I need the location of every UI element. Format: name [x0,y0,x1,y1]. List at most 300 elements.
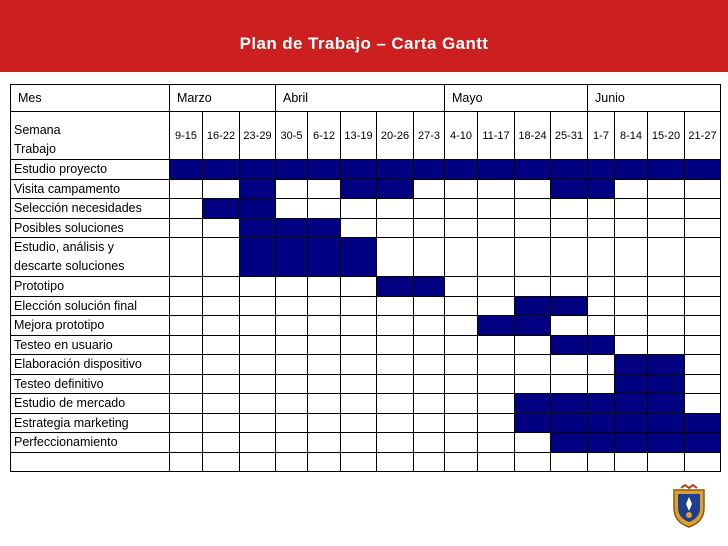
gantt-bar-cell [515,296,551,316]
university-seal-icon [668,484,710,528]
gantt-empty-cell [341,355,377,375]
gantt-empty-cell [478,433,515,453]
gantt-empty-cell [308,413,341,433]
task-row [11,296,721,316]
task-row [11,413,721,433]
gantt-bar-cell [240,160,276,180]
gantt-bar-cell [648,394,685,414]
gantt-empty-cell [445,218,478,238]
task-name: Perfeccionamiento [11,433,170,453]
gantt-bar-cell [445,160,478,180]
gantt-empty-cell [414,452,445,472]
gantt-empty-cell [515,218,551,238]
gantt-empty-cell [377,316,414,336]
month-junio: Junio [588,85,721,112]
task-row [11,277,721,297]
gantt-empty-cell [445,413,478,433]
gantt-bar-cell [588,433,615,453]
gantt-empty-cell [240,433,276,453]
gantt-bar-cell [276,160,308,180]
gantt-empty-cell [615,335,648,355]
gantt-empty-cell [478,218,515,238]
gantt-empty-cell [341,394,377,414]
gantt-empty-cell [478,413,515,433]
gantt-empty-cell [203,413,240,433]
gantt-empty-cell [341,218,377,238]
gantt-empty-cell [308,199,341,219]
gantt-empty-cell [515,238,551,277]
gantt-empty-cell [276,179,308,199]
task-row [11,335,721,355]
task-name: Testeo definitivo [11,374,170,394]
gantt-empty-cell [170,199,203,219]
gantt-bar-cell [240,199,276,219]
gantt-empty-cell [377,355,414,375]
gantt-empty-cell [377,238,414,277]
gantt-empty-cell [515,433,551,453]
gantt-empty-cell [276,374,308,394]
task-name: Elección solución final [11,296,170,316]
gantt-empty-cell [615,179,648,199]
gantt-bar-cell [685,433,721,453]
gantt-empty-cell [203,335,240,355]
gantt-empty-cell [478,277,515,297]
gantt-empty-cell [445,374,478,394]
gantt-bar-cell [648,355,685,375]
gantt-empty-cell [551,316,588,336]
month-mayo: Mayo [445,85,588,112]
gantt-empty-cell [414,238,445,277]
gantt-empty-cell [341,433,377,453]
gantt-empty-cell [170,218,203,238]
gantt-empty-cell [685,394,721,414]
gantt-bar-cell [615,413,648,433]
gantt-empty-cell [170,238,203,277]
gantt-bar-cell [551,433,588,453]
gantt-empty-cell [308,316,341,336]
gantt-empty-cell [377,218,414,238]
task-row [11,160,721,180]
week-cell: 16-22 [203,112,240,160]
week-cell: 20-26 [377,112,414,160]
task-row [11,179,721,199]
gantt-empty-cell [445,277,478,297]
gantt-empty-cell [377,335,414,355]
gantt-empty-cell [648,199,685,219]
gantt-empty-cell [478,335,515,355]
gantt-empty-cell [276,452,308,472]
gantt-empty-cell [203,218,240,238]
gantt-empty-cell [515,374,551,394]
gantt-empty-cell [276,355,308,375]
gantt-empty-cell [203,316,240,336]
task-name: Testeo en usuario [11,335,170,355]
gantt-bar-cell [685,413,721,433]
gantt-empty-cell [551,277,588,297]
task-row [11,433,721,453]
week-cell: 27-3 [414,112,445,160]
gantt-empty-cell [588,218,615,238]
gantt-empty-cell [445,335,478,355]
gantt-bar-cell [478,316,515,336]
gantt-empty-cell [588,452,615,472]
page-title: Plan de Trabajo – Carta Gantt [239,34,489,53]
gantt-empty-cell [588,199,615,219]
week-cell: 4-10 [445,112,478,160]
gantt-empty-cell [203,238,240,277]
gantt-empty-cell [170,374,203,394]
gantt-empty-cell [341,335,377,355]
gantt-empty-cell [685,296,721,316]
gantt-empty-cell [478,374,515,394]
month-marzo: Marzo [170,85,276,112]
task-name: Mejora prototipo [11,316,170,336]
gantt-empty-cell [478,394,515,414]
gantt-empty-cell [615,238,648,277]
title-banner [0,0,728,72]
task-name: Posibles soluciones [11,218,170,238]
gantt-bar-cell [648,160,685,180]
gantt-bar-cell [615,355,648,375]
task-name: Estrategia marketing [11,413,170,433]
gantt-empty-cell [170,433,203,453]
task-row [11,238,721,277]
gantt-empty-cell [515,452,551,472]
gantt-bar-cell [377,277,414,297]
gantt-bar-cell [588,179,615,199]
gantt-empty-cell [515,277,551,297]
gantt-empty-cell [203,452,240,472]
task-row [11,199,721,219]
week-cell: 23-29 [240,112,276,160]
gantt-empty-cell [240,335,276,355]
week-cell: 1-7 [588,112,615,160]
week-label-line1: Semana [14,123,61,137]
gantt-empty-cell [685,355,721,375]
gantt-empty-cell [341,374,377,394]
gantt-bar-cell [515,394,551,414]
gantt-bar-cell [515,316,551,336]
gantt-bar-cell [240,238,276,277]
gantt-empty-cell [308,433,341,453]
gantt-bar-cell [203,160,240,180]
gantt-empty-cell [685,238,721,277]
month-header-row [11,85,721,112]
gantt-empty-cell [615,296,648,316]
gantt-empty-cell [685,452,721,472]
gantt-empty-cell [615,277,648,297]
gantt-bar-cell [478,160,515,180]
gantt-table [10,84,721,472]
task-name: Estudio de mercado [11,394,170,414]
gantt-empty-cell [341,413,377,433]
gantt-empty-cell [170,394,203,414]
gantt-empty-cell [414,374,445,394]
week-cell: 8-14 [615,112,648,160]
gantt-empty-cell [615,452,648,472]
gantt-empty-cell [414,413,445,433]
gantt-bar-cell [648,413,685,433]
gantt-empty-cell [203,433,240,453]
gantt-empty-cell [445,199,478,219]
gantt-empty-cell [240,413,276,433]
gantt-empty-cell [170,179,203,199]
gantt-empty-cell [308,179,341,199]
gantt-bar-cell [377,179,414,199]
gantt-empty-cell [648,296,685,316]
gantt-empty-cell [414,218,445,238]
gantt-empty-cell [341,452,377,472]
task-name-line1: Estudio, análisis y [14,240,115,254]
gantt-empty-cell [414,199,445,219]
gantt-bar-cell [515,413,551,433]
gantt-empty-cell [203,374,240,394]
gantt-bar-cell [308,218,341,238]
week-cell: 18-24 [515,112,551,160]
gantt-bar-cell [551,335,588,355]
gantt-empty-cell [170,335,203,355]
month-label: Mes [11,85,170,112]
gantt-bar-cell [341,160,377,180]
gantt-bar-cell [648,433,685,453]
gantt-empty-cell [276,335,308,355]
gantt-empty-cell [276,413,308,433]
week-cell: 11-17 [478,112,515,160]
gantt-empty-cell [685,199,721,219]
gantt-empty-cell [308,335,341,355]
gantt-bar-cell [377,160,414,180]
gantt-empty-cell [341,316,377,336]
gantt-empty-cell [478,452,515,472]
gantt-bar-cell [551,296,588,316]
gantt-empty-cell [414,316,445,336]
gantt-empty-cell [276,394,308,414]
gantt-empty-cell [588,355,615,375]
gantt-empty-cell [308,296,341,316]
gantt-empty-cell [240,296,276,316]
gantt-empty-cell [588,374,615,394]
week-cell: 21-27 [685,112,721,160]
gantt-empty-cell [170,296,203,316]
week-header-row [11,112,721,160]
gantt-empty-cell [341,296,377,316]
gantt-empty-cell [551,218,588,238]
gantt-empty-cell [308,394,341,414]
task-name [11,452,170,472]
gantt-empty-cell [478,296,515,316]
gantt-empty-cell [648,179,685,199]
gantt-bar-cell [414,160,445,180]
week-cell: 25-31 [551,112,588,160]
gantt-empty-cell [515,355,551,375]
gantt-empty-cell [308,355,341,375]
gantt-empty-cell [445,179,478,199]
gantt-empty-cell [377,374,414,394]
gantt-empty-cell [240,374,276,394]
gantt-empty-cell [414,433,445,453]
task-row [11,452,721,472]
gantt-bar-cell [276,238,308,277]
gantt-empty-cell [170,413,203,433]
gantt-empty-cell [170,452,203,472]
gantt-empty-cell [445,452,478,472]
gantt-empty-cell [551,374,588,394]
gantt-empty-cell [240,394,276,414]
gantt-empty-cell [377,199,414,219]
gantt-empty-cell [377,433,414,453]
gantt-empty-cell [203,355,240,375]
gantt-empty-cell [648,335,685,355]
gantt-empty-cell [615,199,648,219]
gantt-empty-cell [685,277,721,297]
gantt-bar-cell [240,218,276,238]
gantt-empty-cell [615,316,648,336]
gantt-empty-cell [170,277,203,297]
gantt-empty-cell [377,452,414,472]
task-row [11,218,721,238]
gantt-empty-cell [308,374,341,394]
week-label [11,112,170,160]
gantt-empty-cell [551,238,588,277]
gantt-empty-cell [203,277,240,297]
gantt-empty-cell [276,433,308,453]
gantt-empty-cell [276,199,308,219]
gantt-empty-cell [551,452,588,472]
gantt-bar-cell [615,374,648,394]
gantt-empty-cell [445,394,478,414]
gantt-empty-cell [276,277,308,297]
gantt-bar-cell [588,413,615,433]
week-cell: 15-20 [648,112,685,160]
gantt-bar-cell [170,160,203,180]
gantt-bar-cell [588,335,615,355]
gantt-empty-cell [615,218,648,238]
gantt-empty-cell [308,277,341,297]
gantt-empty-cell [276,316,308,336]
gantt-bar-cell [203,199,240,219]
gantt-bar-cell [648,374,685,394]
gantt-bar-cell [551,179,588,199]
gantt-empty-cell [685,316,721,336]
gantt-empty-cell [414,355,445,375]
gantt-empty-cell [445,296,478,316]
gantt-empty-cell [478,238,515,277]
task-name: Selección necesidades [11,199,170,219]
gantt-empty-cell [478,355,515,375]
gantt-empty-cell [515,335,551,355]
gantt-empty-cell [551,355,588,375]
gantt-empty-cell [414,394,445,414]
gantt-empty-cell [240,355,276,375]
gantt-empty-cell [414,296,445,316]
gantt-empty-cell [308,452,341,472]
gantt-empty-cell [240,452,276,472]
gantt-bar-cell [276,218,308,238]
week-cell: 13-19 [341,112,377,160]
gantt-bar-cell [551,160,588,180]
gantt-empty-cell [445,433,478,453]
gantt-empty-cell [588,277,615,297]
task-row [11,355,721,375]
gantt-bar-cell [515,160,551,180]
gantt-bar-cell [341,179,377,199]
gantt-empty-cell [685,179,721,199]
gantt-bar-cell [551,413,588,433]
gantt-bar-cell [414,277,445,297]
task-row [11,394,721,414]
gantt-empty-cell [588,316,615,336]
gantt-empty-cell [445,316,478,336]
gantt-empty-cell [515,199,551,219]
task-name-line2: descarte soluciones [14,259,125,273]
gantt-empty-cell [377,413,414,433]
gantt-empty-cell [203,179,240,199]
gantt-empty-cell [341,277,377,297]
gantt-empty-cell [203,296,240,316]
gantt-empty-cell [515,179,551,199]
gantt-bar-cell [551,394,588,414]
gantt-empty-cell [648,316,685,336]
gantt-empty-cell [341,199,377,219]
gantt-bar-cell [588,394,615,414]
month-abril: Abril [276,85,445,112]
gantt-empty-cell [648,452,685,472]
task-name: Prototipo [11,277,170,297]
gantt-empty-cell [240,316,276,336]
gantt-bar-cell [240,179,276,199]
gantt-empty-cell [648,238,685,277]
gantt-empty-cell [588,296,615,316]
week-label-line2: Trabajo [14,142,56,156]
gantt-bar-cell [308,238,341,277]
gantt-bar-cell [588,160,615,180]
gantt-empty-cell [685,335,721,355]
gantt-empty-cell [648,218,685,238]
gantt-empty-cell [276,296,308,316]
week-cell: 6-12 [308,112,341,160]
task-row [11,374,721,394]
gantt-bar-cell [341,238,377,277]
gantt-bar-cell [308,160,341,180]
gantt-empty-cell [648,277,685,297]
task-name: Visita campamento [11,179,170,199]
task-row [11,316,721,336]
task-name: Elaboración dispositivo [11,355,170,375]
gantt-empty-cell [551,199,588,219]
gantt-empty-cell [170,355,203,375]
gantt-empty-cell [445,355,478,375]
task-name: Estudio proyecto [11,160,170,180]
gantt-empty-cell [414,335,445,355]
gantt-empty-cell [445,238,478,277]
gantt-bar-cell [615,160,648,180]
gantt-empty-cell [203,394,240,414]
gantt-empty-cell [414,179,445,199]
gantt-empty-cell [170,316,203,336]
gantt-empty-cell [588,238,615,277]
gantt-empty-cell [377,394,414,414]
gantt-bar-cell [615,394,648,414]
gantt-empty-cell [685,374,721,394]
gantt-empty-cell [240,277,276,297]
gantt-bar-cell [685,160,721,180]
gantt-empty-cell [478,179,515,199]
week-cell: 30-5 [276,112,308,160]
gantt-bar-cell [615,433,648,453]
gantt-empty-cell [377,296,414,316]
week-cell: 9-15 [170,112,203,160]
task-name [11,238,170,277]
